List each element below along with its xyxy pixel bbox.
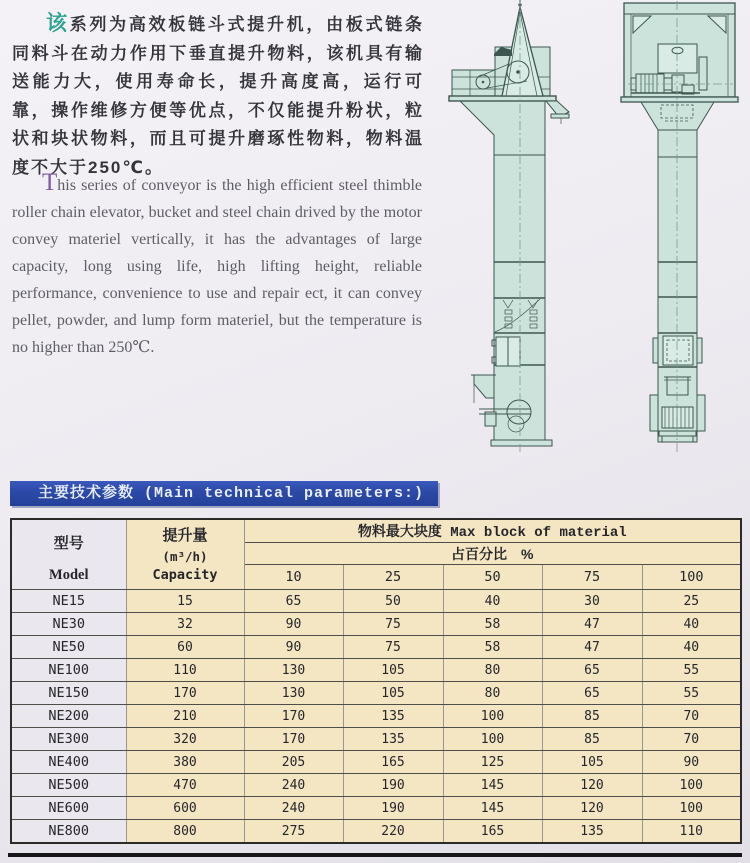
max-block-value-cell: 70 (642, 705, 741, 728)
max-block-value-cell: 135 (343, 728, 443, 751)
max-block-value-cell: 190 (343, 797, 443, 820)
max-block-value-cell: 90 (244, 636, 343, 659)
max-block-value-cell: 40 (443, 590, 542, 613)
page-bottom-rule (8, 853, 742, 857)
model-cell: NE150 (11, 682, 126, 705)
cn-drop-cap: 该 (46, 12, 70, 35)
max-block-value-cell: 80 (443, 659, 542, 682)
capacity-cell: 600 (126, 797, 244, 820)
max-block-value-cell: 165 (343, 751, 443, 774)
max-block-value-cell: 170 (244, 705, 343, 728)
max-block-value-cell: 65 (542, 682, 642, 705)
capacity-cell: 110 (126, 659, 244, 682)
model-cell: NE600 (11, 797, 126, 820)
model-cell: NE100 (11, 659, 126, 682)
capacity-cell: 320 (126, 728, 244, 751)
capacity-cell: 800 (126, 820, 244, 844)
max-block-value-cell: 125 (443, 751, 542, 774)
capacity-cell: 470 (126, 774, 244, 797)
model-header-en: Model (49, 566, 89, 583)
max-block-value-cell: 47 (542, 636, 642, 659)
max-block-value-cell: 47 (542, 613, 642, 636)
max-block-value-cell: 58 (443, 636, 542, 659)
model-header-cn: 型号 (53, 535, 84, 553)
max-block-value-cell: 105 (542, 751, 642, 774)
model-cell: NE300 (11, 728, 126, 751)
max-block-value-cell: 30 (542, 590, 642, 613)
max-block-value-cell: 90 (244, 613, 343, 636)
max-block-value-cell: 80 (443, 682, 542, 705)
max-block-value-cell: 75 (343, 636, 443, 659)
max-block-value-cell: 130 (244, 682, 343, 705)
max-block-value-cell: 135 (542, 820, 642, 844)
max-block-value-cell: 70 (642, 728, 741, 751)
table-row (11, 682, 741, 705)
technical-drawings (430, 0, 750, 460)
model-cell: NE800 (11, 820, 126, 844)
capacity-header-unit: (m³/h) (162, 548, 208, 564)
percent-col-header: 75 (542, 565, 642, 590)
max-block-value-cell: 90 (642, 751, 741, 774)
intro-paragraph-en (12, 169, 422, 361)
capacity-cell: 210 (126, 705, 244, 728)
max-block-value-cell: 120 (542, 797, 642, 820)
cn-text: 系列为高效板链斗式提升机，由板式链条同料斗在动力作用下垂直提升物料，该机具有输送能力大，使用寿命长，提升高度高，运行可靠，操作维修方便等优点，不仅能提升粉状，粒状和块状物料，而且可提升磨琢性物料，物料温度不大于250℃。 (12, 15, 425, 177)
table-row (11, 774, 741, 797)
table-row (11, 751, 741, 774)
section-header-label: 主要技术参数 (Main technical parameters:) (38, 485, 425, 502)
table-row (11, 659, 741, 682)
max-block-value-cell: 105 (343, 682, 443, 705)
max-block-value-cell: 120 (542, 774, 642, 797)
table-row (11, 797, 741, 820)
max-block-value-cell: 100 (642, 774, 741, 797)
max-block-value-cell: 55 (642, 659, 741, 682)
capacity-cell: 380 (126, 751, 244, 774)
capacity-cell: 15 (126, 590, 244, 613)
parameters-table (10, 518, 742, 844)
max-block-value-cell: 220 (343, 820, 443, 844)
table-row (11, 590, 741, 613)
model-cell: NE200 (11, 705, 126, 728)
max-block-value-cell: 165 (443, 820, 542, 844)
model-column-header (11, 519, 126, 590)
max-block-value-cell: 100 (443, 705, 542, 728)
capacity-cell: 60 (126, 636, 244, 659)
max-block-value-cell: 40 (642, 636, 741, 659)
model-cell: NE500 (11, 774, 126, 797)
model-cell: NE50 (11, 636, 126, 659)
percent-header: 占百分比 % (244, 543, 741, 565)
max-block-value-cell: 100 (443, 728, 542, 751)
max-block-value-cell: 50 (343, 590, 443, 613)
max-block-value-cell: 40 (642, 613, 741, 636)
max-block-value-cell: 240 (244, 774, 343, 797)
max-block-value-cell: 55 (642, 682, 741, 705)
capacity-column-header (126, 519, 244, 590)
percent-col-header: 50 (443, 565, 542, 590)
percent-col-header: 100 (642, 565, 741, 590)
max-block-value-cell: 205 (244, 751, 343, 774)
model-cell: NE15 (11, 590, 126, 613)
max-block-value-cell: 240 (244, 797, 343, 820)
model-cell: NE30 (11, 613, 126, 636)
max-block-value-cell: 105 (343, 659, 443, 682)
table-row (11, 636, 741, 659)
table-row (11, 705, 741, 728)
max-block-value-cell: 190 (343, 774, 443, 797)
max-block-value-cell: 85 (542, 728, 642, 751)
max-block-value-cell: 275 (244, 820, 343, 844)
elevator-side-view-drawing (449, 0, 569, 452)
percent-col-header: 10 (244, 565, 343, 590)
max-block-value-cell: 75 (343, 613, 443, 636)
max-block-value-cell: 130 (244, 659, 343, 682)
capacity-cell: 32 (126, 613, 244, 636)
max-block-value-cell: 170 (244, 728, 343, 751)
capacity-header-cn: 提升量 (162, 527, 208, 545)
model-cell: NE400 (11, 751, 126, 774)
max-block-value-cell: 25 (642, 590, 741, 613)
table-row (11, 728, 741, 751)
max-block-value-cell: 145 (443, 774, 542, 797)
elevator-front-view-drawing (621, 1, 738, 452)
table-row (11, 613, 741, 636)
table-row (11, 820, 741, 844)
max-block-value-cell: 100 (642, 797, 741, 820)
intro-paragraph-cn (12, 10, 424, 182)
capacity-header-en: Capacity (152, 566, 218, 583)
max-block-value-cell: 135 (343, 705, 443, 728)
max-block-value-cell: 145 (443, 797, 542, 820)
en-drop-cap: T (42, 169, 58, 196)
max-block-header: 物料最大块度 Max block of material (244, 519, 741, 543)
en-text: his series of conveyor is the high efficient steel thimble roller chain elevator, bucket and steel chain drived by the motor convey materiel vertically, it has the advantages of large capacity, long using life, high lifting height, reliable performance, convenience to use and repair ect, it can convey pellet, powder, and lump form materiel, but the temperature is no higher than 250℃. (12, 177, 422, 356)
max-block-value-cell: 85 (542, 705, 642, 728)
max-block-value-cell: 58 (443, 613, 542, 636)
max-block-value-cell: 65 (542, 659, 642, 682)
max-block-value-cell: 110 (642, 820, 741, 844)
max-block-value-cell: 65 (244, 590, 343, 613)
capacity-cell: 170 (126, 682, 244, 705)
percent-col-header: 25 (343, 565, 443, 590)
section-header-bar (10, 481, 438, 506)
